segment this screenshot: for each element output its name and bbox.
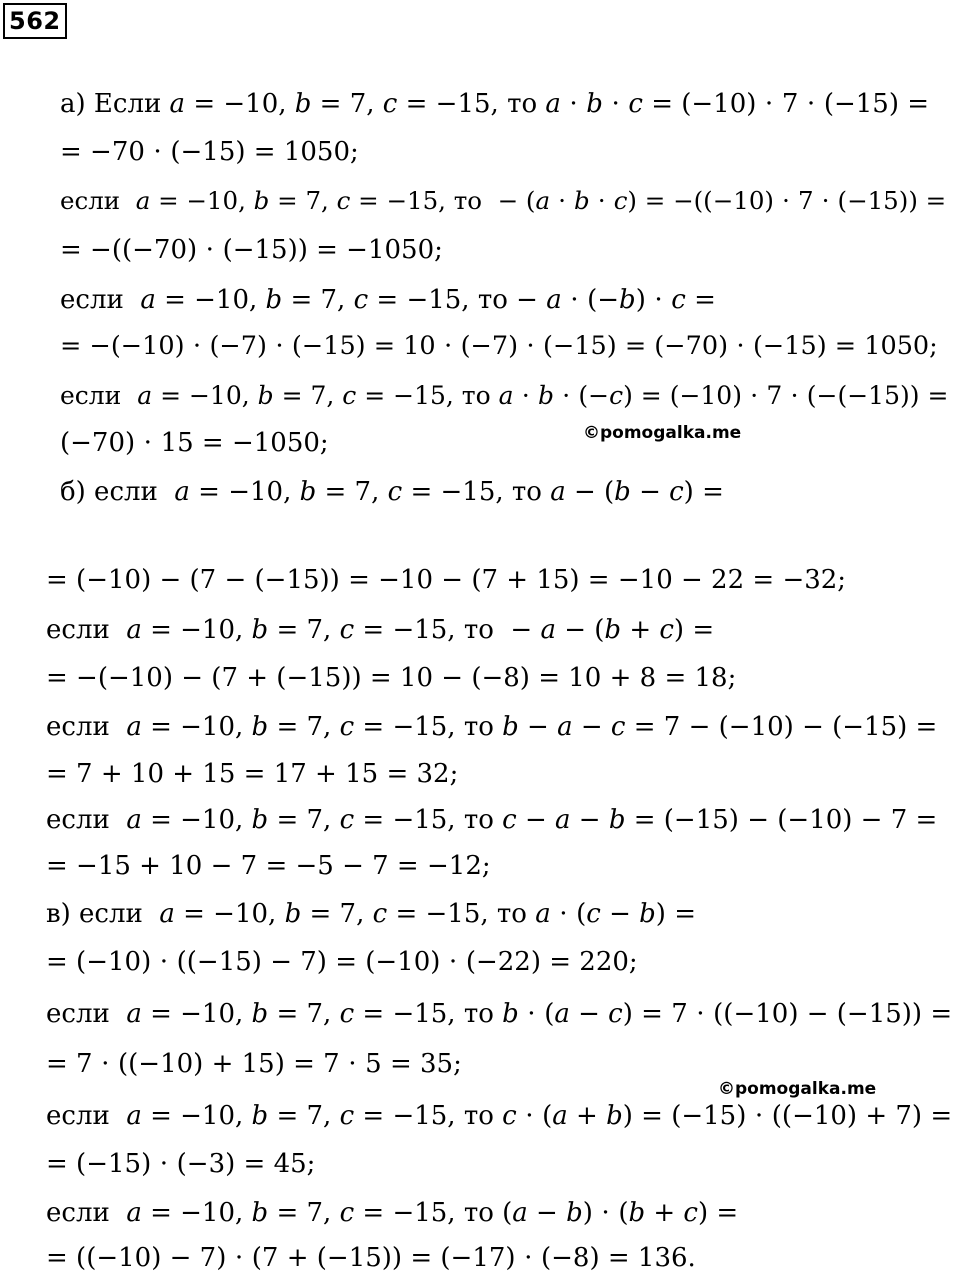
- solution-line: = (−10) − (7 − (−15)) = −10 − (7 + 15) = −10 − 22 = −32;: [46, 565, 847, 595]
- solution-line: если 𝑎 = −10, 𝑏 = 7, 𝑐 = −15, то − 𝑎 ⋅ (−𝑏) ⋅ 𝑐 =: [60, 285, 716, 315]
- solution-line: = −((−70) ⋅ (−15)) = −1050;: [60, 235, 443, 265]
- solution-line: = 7 ⋅ ((−10) + 15) = 7 ⋅ 5 = 35;: [46, 1049, 462, 1079]
- solution-line: если 𝑎 = −10, 𝑏 = 7, 𝑐 = −15, то 𝑏 ⋅ (𝑎 − 𝑐) = 7 ⋅ ((−10) − (−15)) =: [46, 999, 953, 1029]
- solution-line: (−70) ⋅ 15 = −1050;: [60, 428, 329, 458]
- solution-line: в) если 𝑎 = −10, 𝑏 = 7, 𝑐 = −15, то 𝑎 ⋅ (𝑐 − 𝑏) =: [46, 899, 696, 929]
- solution-line: = (−10) ⋅ ((−15) − 7) = (−10) ⋅ (−22) = 220;: [46, 947, 638, 977]
- solution-line: если 𝑎 = −10, 𝑏 = 7, 𝑐 = −15, то − 𝑎 − (𝑏 + 𝑐) =: [46, 615, 715, 645]
- solution-line: = −70 ⋅ (−15) = 1050;: [60, 137, 359, 167]
- solution-line: если 𝑎 = −10, 𝑏 = 7, 𝑐 = −15, то − (𝑎 ⋅ 𝑏 ⋅ 𝑐) = −((−10) ⋅ 7 ⋅ (−15)) =: [60, 186, 947, 215]
- solution-line: = −(−10) − (7 + (−15)) = 10 − (−8) = 10 + 8 = 18;: [46, 663, 737, 693]
- solution-line: = −(−10) ⋅ (−7) ⋅ (−15) = 10 ⋅ (−7) ⋅ (−15) = (−70) ⋅ (−15) = 1050;: [60, 331, 938, 361]
- solution-line: если 𝑎 = −10, 𝑏 = 7, 𝑐 = −15, то 𝑐 ⋅ (𝑎 + 𝑏) = (−15) ⋅ ((−10) + 7) =: [46, 1101, 953, 1131]
- solution-line: если 𝑎 = −10, 𝑏 = 7, 𝑐 = −15, то 𝑐 − 𝑎 − 𝑏 = (−15) − (−10) − 7 =: [46, 805, 938, 835]
- solution-line: = −15 + 10 − 7 = −5 − 7 = −12;: [46, 851, 491, 881]
- solution-line: = (−15) ⋅ (−3) = 45;: [46, 1149, 316, 1179]
- problem-number: 562: [3, 3, 67, 39]
- watermark: ©pomogalka.me: [583, 423, 742, 443]
- solution-line: если 𝑎 = −10, 𝑏 = 7, 𝑐 = −15, то (𝑎 − 𝑏) ⋅ (𝑏 + 𝑐) =: [46, 1198, 739, 1228]
- solution-line: если 𝑎 = −10, 𝑏 = 7, 𝑐 = −15, то 𝑏 − 𝑎 − 𝑐 = 7 − (−10) − (−15) =: [46, 712, 938, 742]
- watermark: ©pomogalka.me: [718, 1079, 877, 1099]
- solution-line: = 7 + 10 + 15 = 17 + 15 = 32;: [46, 759, 459, 789]
- solution-line: = ((−10) − 7) ⋅ (7 + (−15)) = (−17) ⋅ (−8) = 136.: [46, 1243, 696, 1273]
- solution-line: если 𝑎 = −10, 𝑏 = 7, 𝑐 = −15, то 𝑎 ⋅ 𝑏 ⋅ (−𝑐) = (−10) ⋅ 7 ⋅ (−(−15)) =: [60, 381, 949, 410]
- solution-line: а) Если 𝑎 = −10, 𝑏 = 7, 𝑐 = −15, то 𝑎 ⋅ 𝑏 ⋅ 𝑐 = (−10) ⋅ 7 ⋅ (−15) =: [60, 89, 930, 119]
- solution-line: б) если 𝑎 = −10, 𝑏 = 7, 𝑐 = −15, то 𝑎 − (𝑏 − 𝑐) =: [60, 477, 724, 507]
